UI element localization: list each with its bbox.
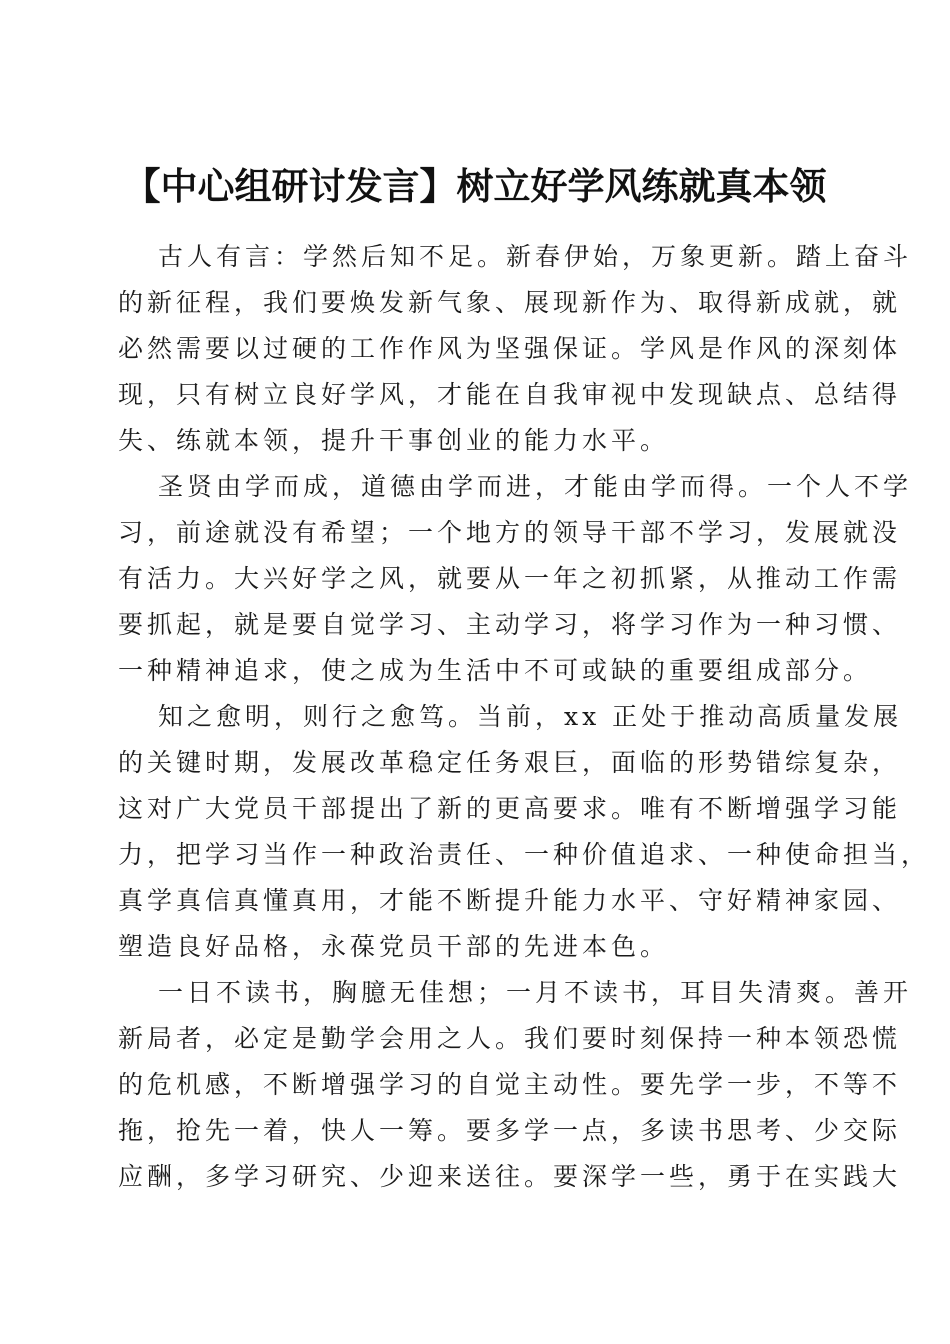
document-title: 【中心组研讨发言】树立好学风练就真本领 [123, 163, 827, 208]
text-line: 失、练就本领，提升干事创业的能力水平。 [118, 426, 670, 455]
paragraph-2 [118, 464, 913, 694]
text-line: 圣贤由学而成，道德由学而进，才能由学而得。一个人不学 [158, 472, 913, 501]
text-line: 的新征程，我们要焕发新气象、展现新作为、取得新成就，就 [118, 288, 902, 317]
text-line: 现，只有树立良好学风，才能在自我审视中发现缺点、总结得 [118, 380, 902, 409]
text-line: 必然需要以过硬的工作作风为坚强保证。学风是作风的深刻体 [118, 334, 902, 363]
text-line: 拖，抢先一着，快人一筹。要多学一点，多读书思考、少交际 [118, 1116, 902, 1145]
paragraph-4 [118, 970, 913, 1200]
text-line: 应酬，多学习研究、少迎来送往。要深学一些，勇于在实践大 [118, 1162, 902, 1191]
paragraph-3 [118, 694, 931, 970]
text-line: 知之愈明，则行之愈笃。当前，xx 正处于推动高质量发展 [158, 702, 903, 731]
text-line: 一种精神追求，使之成为生活中不可或缺的重要组成部分。 [118, 656, 873, 685]
text-line: 真学真信真懂真用，才能不断提升能力水平、守好精神家园、 [118, 886, 902, 915]
text-line: 的危机感，不断增强学习的自觉主动性。要先学一步，不等不 [118, 1070, 902, 1099]
text-line: 古人有言：学然后知不足。新春伊始，万象更新。踏上奋斗 [158, 242, 913, 271]
text-line: 习，前途就没有希望；一个地方的领导干部不学习，发展就没 [118, 518, 902, 547]
text-line: 一日不读书，胸臆无佳想；一月不读书，耳目失清爽。善开 [158, 978, 913, 1007]
text-line: 新局者，必定是勤学会用之人。我们要时刻保持一种本领恐慌 [118, 1024, 902, 1053]
text-line: 的关键时期，发展改革稳定任务艰巨，面临的形势错综复杂， [118, 748, 902, 777]
text-line: 要抓起，就是要自觉学习、主动学习，将学习作为一种习惯、 [118, 610, 902, 639]
document-body [118, 234, 931, 1200]
text-line: 有活力。大兴好学之风，就要从一年之初抓紧，从推动工作需 [118, 564, 902, 593]
text-line: 塑造良好品格，永葆党员干部的先进本色。 [118, 932, 670, 961]
paragraph-1 [118, 234, 913, 464]
text-line: 力，把学习当作一种政治责任、一种价值追求、一种使命担当， [118, 840, 931, 869]
text-line: 这对广大党员干部提出了新的更高要求。唯有不断增强学习能 [118, 794, 902, 823]
